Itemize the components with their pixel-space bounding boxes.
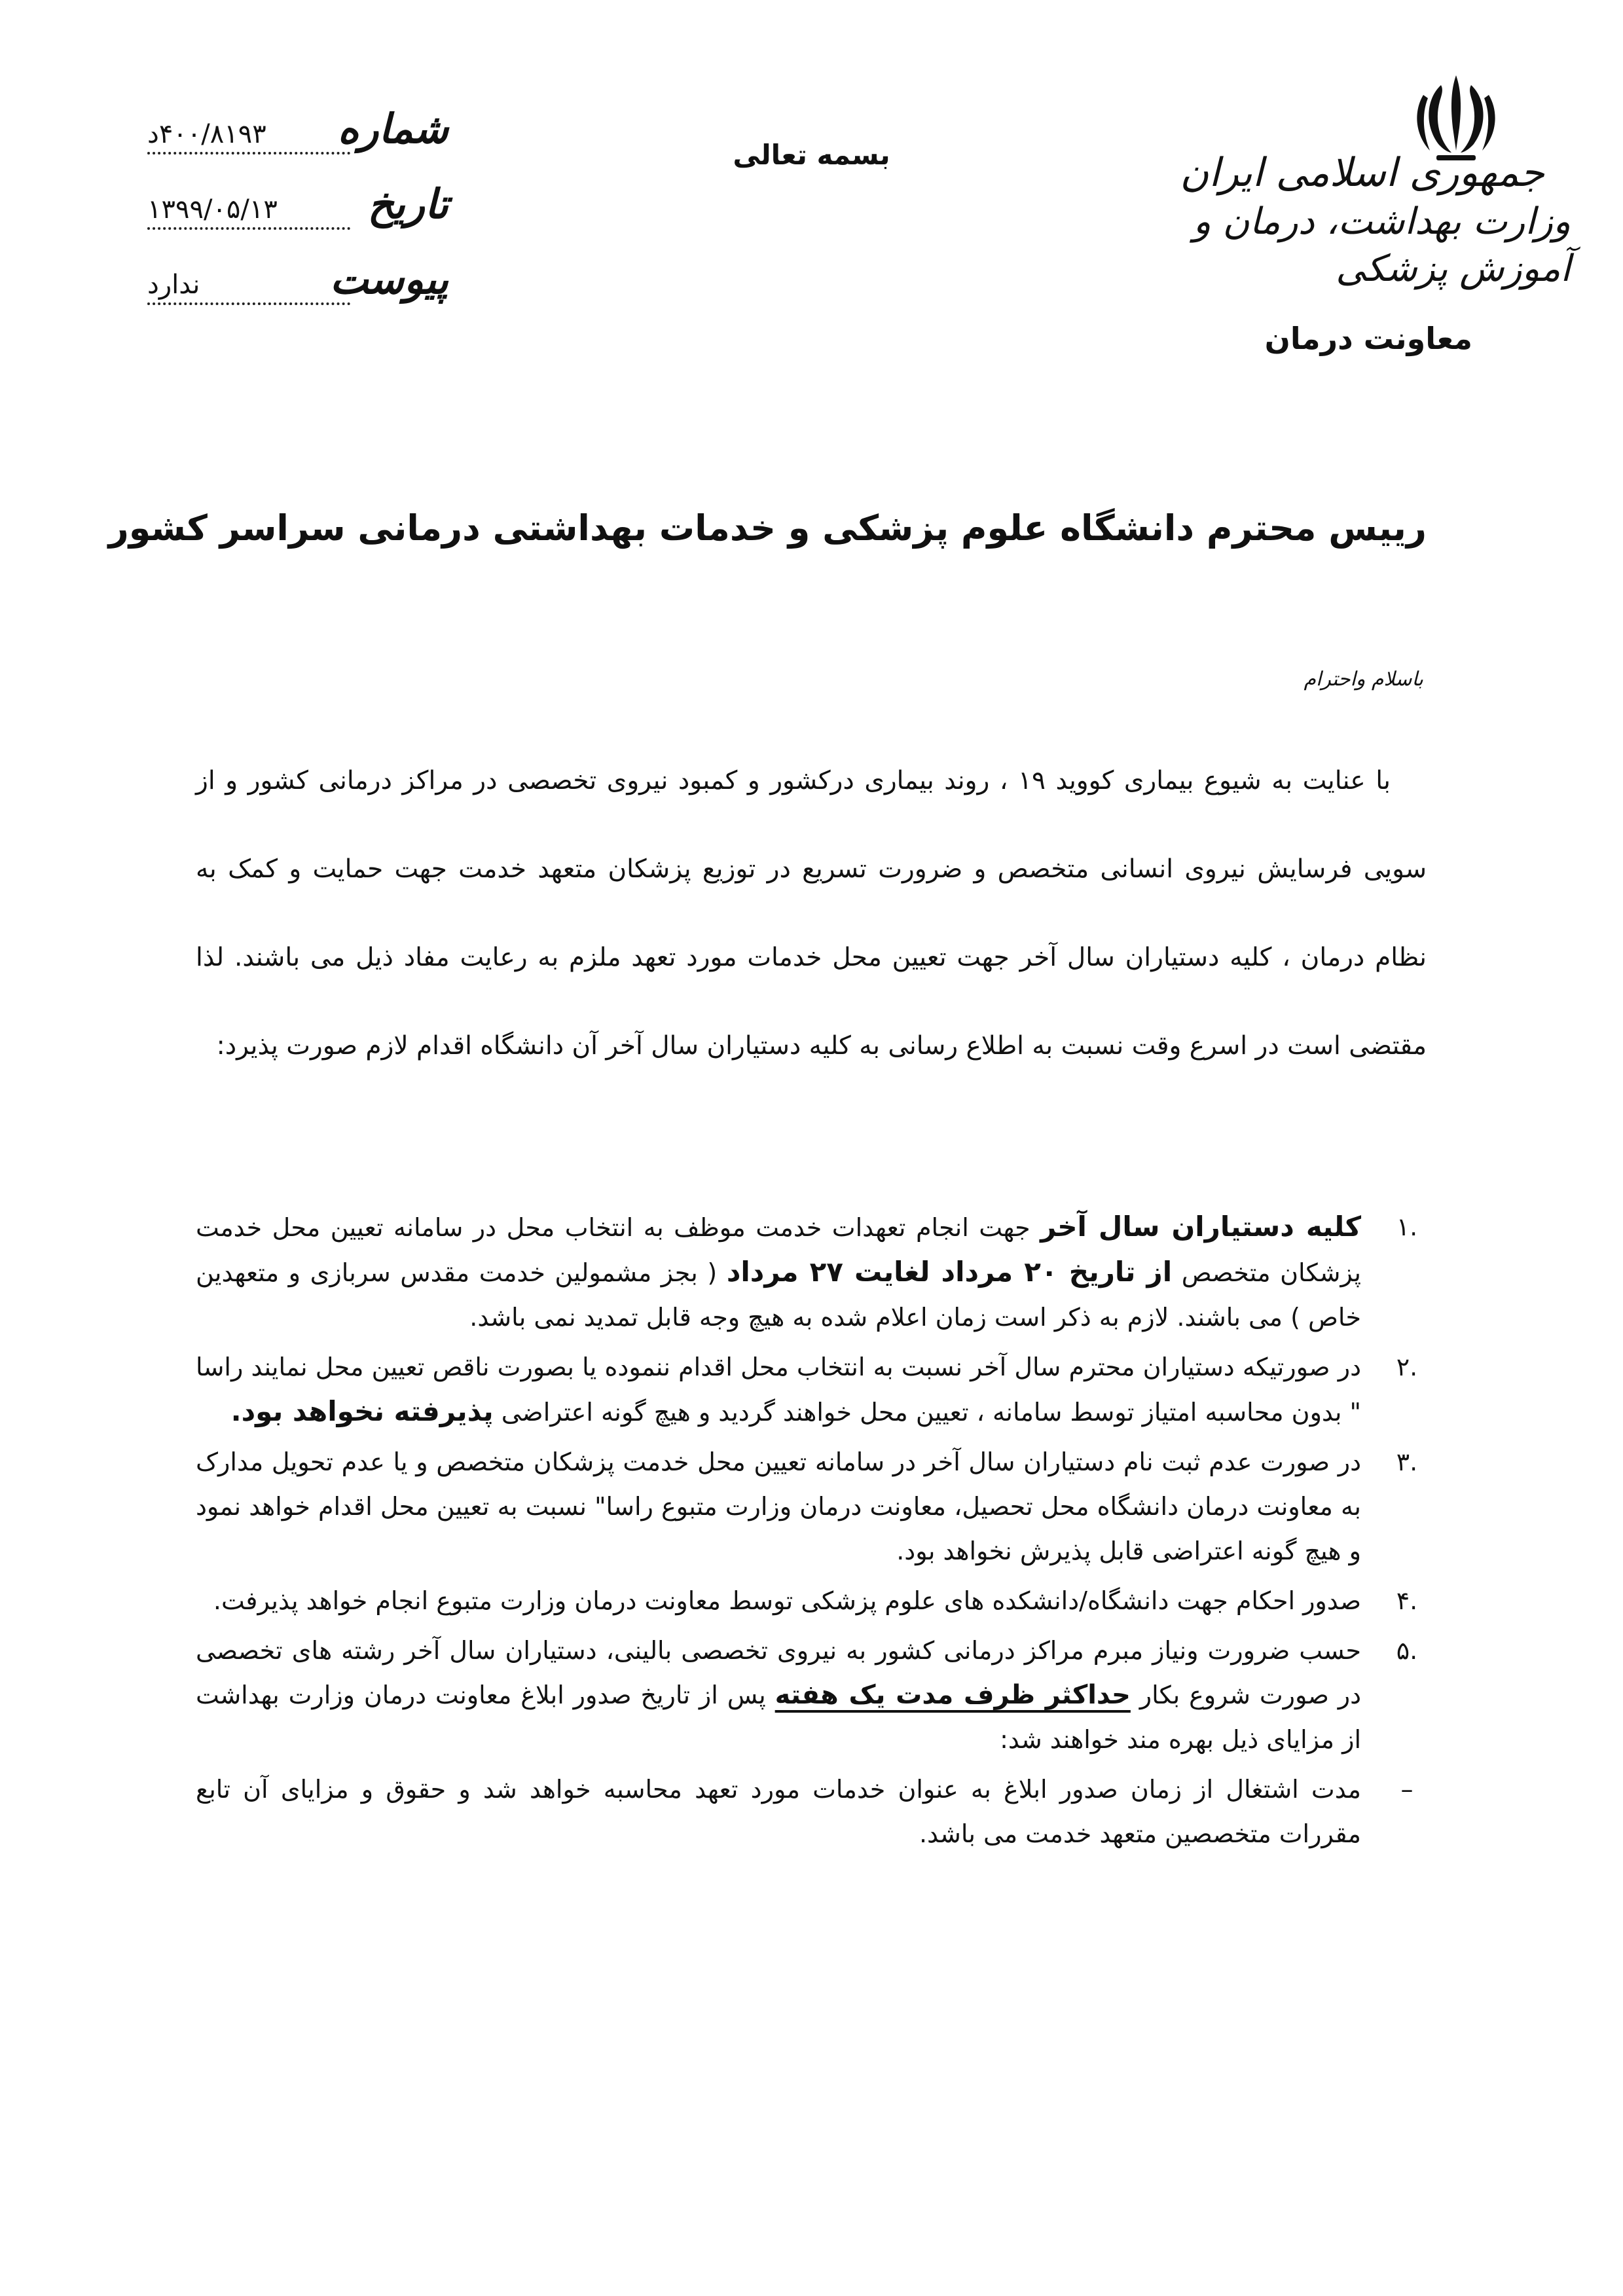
ministry-header [1178, 147, 1571, 293]
item-bold-text: از تاریخ ۲۰ مرداد لغایت ۲۷ مرداد [726, 1256, 1173, 1288]
sub-item-text: مدت اشتغال از زمان صدور ابلاغ به عنوان خدمات مورد تعهد محاسبه خواهد شد و حقوق و مزایای آن تابع مقررات متخصصین متعهد خدمت می باشد. [196, 1775, 1361, 1848]
sub-list-item [196, 1767, 1427, 1856]
item-text: صدور احکام جهت دانشگاه/دانشکده های علوم پزشکی توسط معاونت درمان وزارت متبوع انجام خواهد پذیرفت. [213, 1586, 1361, 1615]
list-item [196, 1440, 1427, 1573]
ref-number-value: ۴۰۰/۸۱۹۳د [147, 119, 266, 149]
item-text: جهت انجام تعهدات خدمت موظف به انتخاب محل در سامانه تعیین محل خدمت پزشکان متخصص [196, 1213, 1361, 1287]
ref-date-row [147, 180, 448, 255]
intro-paragraph: با عنایت به شیوع بیماری کووید ۱۹ ، روند بیماری درکشور و کمبود نیروی تخصصی در مراکز درمانی کشور و از سویی فرسایش نیروی انسانی متخصص و ضرورت تسریع در توزیع پزشکان متعهد خدمت جهت حمایت و کمک به نظام درمان ، کلیه دستیاران سال آخر جهت تعیین محل خدمات مورد تعهد ملزم به رعایت مفاد ذیل می باشند. لذا مقتضی است در اسرع وقت نسبت به اطلاع رسانی به کلیه دستیاران سال آخر آن دانشگاه اقدام لازم صورت پذیرد: [196, 766, 1427, 1061]
list-item [196, 1578, 1427, 1623]
item-text: در صورت عدم ثبت نام دستیاران سال آخر در سامانه تعیین محل خدمت پزشکان متخصص و یا عدم تحویل مدارک به معاونت درمان دانشگاه محل تحصیل، معاونت درمان وزارت متبوع راسا" نسبت به تعیین محل اقدام خواهد نمود و هیچ گونه اعتراضی قابل پذیرش نخواهد بود. [196, 1448, 1361, 1565]
ministry-name: وزارت بهداشت، درمان و آموزش پزشکی [1193, 200, 1571, 290]
recipient-heading: ریيس محترم دانشگاه علوم پزشکی و خدمات بهداشتی درمانی سراسر کشور [108, 507, 1427, 549]
item-number: .۳ [1396, 1448, 1418, 1476]
dash-bullet: – [1400, 1775, 1413, 1804]
ref-date-label: تاریخ [367, 180, 448, 228]
basmala: بسمه تعالی [733, 139, 890, 171]
reference-block [147, 105, 448, 331]
item-number: .۵ [1396, 1636, 1418, 1665]
item-text: حسب ضرورت ونیاز مبرم مراکز درمانی کشور به نیروی تخصصی بالینی، دستیاران سال آخر رشته های تخصصی در صورت شروع بکار [196, 1636, 1362, 1709]
ref-date-value: ۱۳۹۹/۰۵/۱۳ [147, 194, 278, 225]
ref-number-row [147, 105, 448, 180]
item-text: پس از تاریخ صدور ابلاغ معاونت درمان وزارت بهداشت از مزایای ذیل بهره مند خواهند شد: [196, 1681, 1361, 1754]
item-bold-text: پذیرفته نخواهد بود. [230, 1395, 494, 1427]
item-bold-text: کلیه دستیاران سال آخر [1040, 1211, 1361, 1243]
country-name: جمهوری اسلامی ایران [1180, 150, 1544, 196]
list-item [196, 1205, 1427, 1339]
greeting: باسلام واحترام [1304, 668, 1423, 691]
item-number: .۲ [1396, 1353, 1418, 1381]
ref-number-label: شماره [337, 105, 448, 153]
ref-attachment-label: پیوست [330, 255, 448, 303]
item-bold-underline-text: حداکثر ظرف مدت یک هفته [775, 1680, 1131, 1710]
list-item [196, 1345, 1427, 1434]
item-text: در صورتیکه دستیاران محترم سال آخر نسبت به انتخاب محل اقدام ننموده یا بصورت ناقص تعیین محل نمایند راسا " بدون محاسبه امتیاز توسط سامانه ، تعیین محل خواهند گردید و هیچ گونه اعتراضی [196, 1353, 1361, 1427]
numbered-list [196, 1205, 1427, 1856]
item-number: .۴ [1396, 1586, 1418, 1615]
item-text: ( بجز مشمولین خدمت مقدس سربازی و متعهدین خاص ) می باشند. لازم به ذکر است زمان اعلام شده به هیچ وجه قابل تمدید نمی باشد. [196, 1258, 1361, 1332]
list-item [196, 1628, 1427, 1762]
item-number: .۱ [1396, 1212, 1418, 1241]
ref-attachment-row [147, 255, 448, 331]
deputy-name: معاونت درمان [1264, 321, 1472, 356]
ref-attachment-value: ندارد [147, 270, 200, 300]
